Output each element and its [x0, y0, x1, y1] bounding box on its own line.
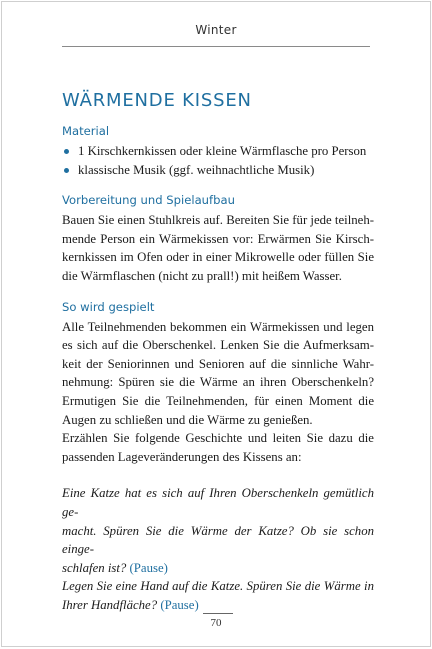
text-line: die Wärmflaschen (nicht zu prall!) mit heißem Wasser.: [62, 268, 342, 283]
material-item: klassische Musik (ggf. weihnachtliche Musik): [78, 162, 315, 177]
text-line: kernkissen im Ofen oder in einer Mikrowelle oder füllen Sie: [62, 250, 374, 265]
story-line: Eine Katze hat es sich auf Ihren Oberschenkeln gemütlich ge-: [62, 486, 374, 519]
pause-label: (Pause): [129, 560, 168, 575]
story-text: Ihrer Handfläche?: [62, 597, 158, 612]
text-line: passenden Lageveränderungen des Kissens an:: [62, 449, 302, 464]
story-line: macht. Spüren Sie die Wärme der Katze? Ob sie schon einge-: [62, 523, 374, 557]
story-paragraph: [62, 484, 374, 614]
footer-rule: [203, 613, 233, 614]
list-item: [62, 142, 374, 161]
material-item: 1 Kirschkernkissen oder kleine Wärmflasche pro Person: [78, 144, 367, 158]
material-list: [62, 142, 374, 179]
text-line: mende Person ein Wärmekissen vor: Erwärmen Sie Kirsch-: [62, 231, 374, 246]
how-to-play-paragraph: [62, 318, 374, 467]
content: [62, 122, 374, 614]
text-line: Bauen Sie einen Stuhlkreis auf. Bereiten Sie für jede teilneh-: [62, 213, 375, 228]
bullet-icon: [64, 168, 69, 173]
text-line: Alle Teilnehmenden bekommen ein Wärmekissen und legen: [62, 319, 374, 334]
text-line: Ermutigen Sie die Teilnehmenden, für einen Moment die: [62, 393, 374, 408]
text-line: nehmung: Spüren sie die Wärme an ihren Oberschenkeln?: [62, 375, 374, 390]
material-heading: Material: [62, 124, 110, 138]
story-line-with-pause: [62, 559, 374, 578]
story-line: Legen Sie eine Hand auf die Katze. Spüren Sie die Wärme in: [62, 579, 374, 594]
story-text: schlafen ist?: [62, 560, 127, 575]
page-number: 70: [210, 617, 222, 629]
bullet-icon: [64, 149, 69, 154]
story-line-with-pause: [62, 596, 374, 615]
text-line: es sich auf die Oberschenkel. Lenken Sie die Aufmerksam-: [62, 338, 374, 353]
text-line: Erzählen Sie folgende Geschichte und leiten Sie dazu die: [62, 431, 374, 446]
header-rule: [62, 46, 370, 47]
text-line: keit der Seniorinnen und Senioren auf die sinnliche Wahr-: [62, 356, 374, 371]
page-title: WÄRMENDE KISSEN: [62, 90, 252, 112]
text-line: Augen zu schließen und die Wärme zu genießen.: [62, 412, 313, 427]
running-head: Winter: [195, 23, 237, 37]
book-page: [1, 1, 431, 647]
list-item: [62, 161, 374, 180]
pause-label: (Pause): [160, 597, 199, 612]
preparation-heading: Vorbereitung und Spielaufbau: [62, 193, 235, 208]
how-to-play-heading: So wird gespielt: [62, 299, 155, 314]
preparation-paragraph: [62, 211, 374, 285]
